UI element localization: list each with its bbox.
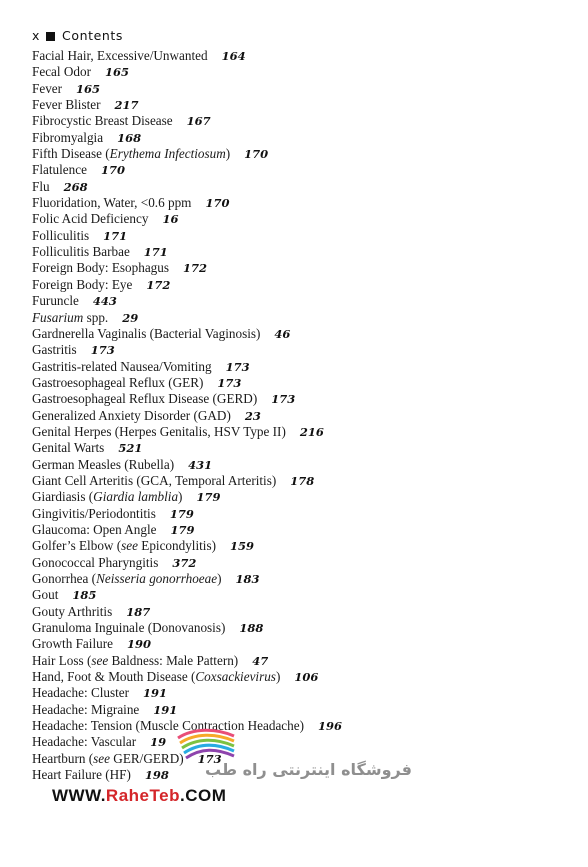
toc-entry: [32, 260, 572, 276]
toc-entry-title-text: Granuloma Inguinale (Donovanosis): [32, 620, 226, 636]
toc-entry-title-text: Fibrocystic Breast Disease: [32, 113, 173, 129]
toc-entry: [32, 457, 572, 473]
toc-entry-title: [32, 244, 130, 259]
toc-entry: [32, 604, 572, 620]
toc-entry-title-text: Gonococcal Pharyngitis: [32, 554, 159, 570]
toc-entry-page-number: 173: [197, 751, 222, 766]
toc-entry: [32, 685, 572, 701]
toc-entry-page-number: 268: [63, 179, 88, 194]
toc-entry-page-number: 179: [170, 522, 195, 537]
toc-entry-title: [32, 473, 276, 488]
toc-entry-title-text: Gastroesophageal Reflux Disease (GERD): [32, 391, 258, 407]
toc-entry: [32, 81, 572, 97]
toc-entry-title-text: Giant Cell Arteritis (GCA, Temporal Arteritis): [32, 472, 277, 488]
toc-entry-title: [32, 440, 104, 455]
toc-entry: [32, 702, 572, 718]
toc-entry-title-text: German Measles (Rubella): [32, 456, 175, 472]
toc-entry-title: [32, 538, 216, 553]
toc-entry-title: [32, 587, 58, 602]
toc-entry-title-text: Generalized Anxiety Disorder (GAD): [32, 407, 231, 423]
toc-entry-title: [32, 146, 230, 161]
toc-entry-page-number: 29: [122, 310, 139, 325]
toc-entry-title-italic: see: [121, 538, 138, 554]
toc-entry-page-number: 178: [290, 473, 315, 488]
toc-entry-title-text: Fecal Odor: [32, 64, 91, 80]
toc-entry-title: [32, 408, 231, 423]
toc-entry-title: [32, 228, 89, 243]
square-bullet-icon: [46, 32, 55, 41]
toc-entry: [32, 130, 572, 146]
toc-entry: [32, 620, 572, 636]
toc-entry-page-number: 198: [144, 768, 169, 783]
toc-entry-page-number: 19: [150, 735, 167, 750]
toc-entry: [32, 587, 572, 603]
toc-entry-title-text: Headache: Cluster: [32, 685, 130, 701]
toc-entry-title-text: Flu: [32, 178, 50, 194]
toc-entry-page-number: 171: [103, 228, 128, 243]
toc-entry-page-number: 179: [196, 490, 221, 505]
toc-entry-title: [32, 130, 103, 145]
toc-entry-page-number: 173: [225, 359, 250, 374]
toc-entry-title: [32, 310, 108, 325]
toc-entry: [32, 48, 572, 64]
toc-entry-title-text: Gastritis-related Nausea/Vomiting: [32, 358, 212, 374]
toc-entry-page-number: 191: [153, 702, 178, 717]
toc-entry-title-text: Headache: Tension (Muscle Contraction Headache): [32, 718, 304, 734]
toc-entry-page-number: 172: [183, 261, 208, 276]
toc-entry: [32, 555, 572, 571]
toc-entry-page-number: 185: [72, 588, 97, 603]
toc-entry-page-number: 179: [169, 506, 194, 521]
toc-entry-page-number: 159: [230, 539, 255, 554]
toc-entry-title-text: Heart Failure (HF): [32, 767, 131, 783]
toc-entry: [32, 310, 572, 326]
toc-entry-title-text: Genital Herpes (Herpes Genitalis, HSV Type II): [32, 423, 286, 439]
toc-entry: [32, 195, 572, 211]
toc-entry: [32, 97, 572, 113]
toc-entry: [32, 359, 572, 375]
watermark-url-brand: RaheTeb: [105, 786, 180, 805]
toc-entry-title: [32, 457, 174, 472]
toc-entry-page-number: 170: [244, 147, 269, 162]
toc-entry: [32, 391, 572, 407]
toc-entry-page-number: 165: [76, 81, 101, 96]
toc-entry-title: [32, 162, 87, 177]
toc-entry-title-text: Fever: [32, 80, 63, 96]
toc-entry-title-text: Gonorrhea (: [32, 571, 97, 586]
toc-entry-title-italic: Fusarium: [32, 309, 84, 325]
toc-entry: [32, 277, 572, 293]
toc-entry-title-text: Fluoridation, Water, <0.6 ppm: [32, 195, 192, 211]
toc-entry-page-number: 47: [252, 653, 269, 668]
toc-entry-title-text: Epicondylitis): [137, 538, 216, 554]
toc-entry-page-number: 171: [143, 245, 168, 260]
toc-entry-title: [32, 293, 79, 308]
toc-entry: [32, 506, 572, 522]
toc-entry: [32, 244, 572, 260]
toc-entry-title: [32, 555, 158, 570]
toc-entry-page-number: 173: [217, 375, 242, 390]
toc-entry: [32, 162, 572, 178]
toc-entry-title: [32, 195, 191, 210]
toc-entry-title-text: ): [217, 571, 222, 586]
toc-entry: [32, 228, 572, 244]
running-header: [32, 26, 572, 46]
watermark-url: [52, 786, 226, 806]
toc-entry-title-text: Hand, Foot & Mouth Disease (: [32, 669, 196, 685]
toc-entry-title-text: GER/GERD): [110, 750, 184, 766]
toc-entry-title-text: Fifth Disease (: [32, 146, 110, 162]
toc-entry-title: [32, 391, 257, 406]
toc-entry: [32, 636, 572, 652]
toc-entry-title-italic: Giardia lamblia: [93, 489, 179, 505]
toc-entry-title-text: Flatulence: [32, 162, 87, 178]
toc-entry-title-text: Golfer’s Elbow (: [32, 538, 122, 554]
toc-entry-title: [32, 179, 50, 194]
toc-entry-title-text: Furuncle: [32, 293, 79, 309]
toc-entry: [32, 522, 572, 538]
toc-entry-title-text: ): [275, 669, 281, 685]
toc-entry-title: [32, 64, 91, 79]
toc-entry-title: [32, 522, 157, 537]
toc-page: [32, 26, 572, 783]
toc-entry-title: [32, 685, 129, 700]
toc-entry-title-text: Foreign Body: Esophagus: [32, 260, 170, 276]
toc-entry: [32, 669, 572, 685]
toc-entry-title-text: Foreign Body: Eye: [32, 276, 133, 292]
toc-entry-title-text: Baldness: Male Pattern): [108, 652, 239, 668]
toc-entry-title: [32, 97, 101, 112]
toc-entry-page-number: 183: [235, 572, 260, 586]
toc-entry-page-number: 164: [221, 49, 246, 63]
toc-entry-page-number: 188: [239, 621, 264, 636]
toc-entry-page-number: 173: [271, 392, 296, 407]
toc-entry-title: [32, 375, 203, 390]
toc-entry-title-text: Genital Warts: [32, 440, 105, 456]
page-number-roman: x: [32, 28, 40, 43]
toc-entry-title-italic: see: [93, 750, 110, 766]
toc-entry-list: [32, 48, 572, 783]
toc-entry-title: [32, 326, 260, 341]
toc-entry-page-number: 23: [244, 408, 261, 423]
watermark-url-suffix: .COM: [179, 786, 227, 805]
toc-entry-page-number: 187: [126, 604, 151, 619]
toc-entry: [32, 375, 572, 391]
toc-entry-title-italic: Erythema Infectiosum: [109, 146, 226, 162]
toc-entry-title-text: Gout: [32, 587, 59, 603]
toc-entry: [32, 473, 572, 489]
toc-entry-title-text: Folic Acid Deficiency: [32, 211, 149, 227]
toc-entry-title: [32, 48, 208, 63]
toc-entry-title-text: Hair Loss (: [32, 652, 92, 668]
toc-entry-title-italic: see: [91, 652, 109, 668]
toc-entry-page-number: 170: [205, 196, 230, 211]
toc-entry-page-number: 167: [186, 114, 211, 129]
toc-entry: [32, 408, 572, 424]
toc-entry-title-text: spp.: [83, 309, 109, 325]
toc-entry-page-number: 172: [146, 277, 171, 292]
toc-entry-page-number: 443: [92, 294, 117, 309]
toc-entry-title: [32, 489, 182, 504]
toc-entry-title: [32, 653, 238, 668]
toc-entry-page-number: 431: [188, 457, 213, 472]
toc-entry-title-text: ): [225, 146, 231, 162]
toc-entry-title-text: Growth Failure: [32, 636, 113, 652]
toc-entry-page-number: 217: [114, 98, 139, 113]
toc-entry-page-number: 190: [126, 637, 151, 652]
toc-entry: [32, 424, 572, 440]
toc-entry-page-number: 46: [274, 326, 291, 341]
toc-entry: [32, 440, 572, 456]
toc-entry-title: [32, 81, 62, 96]
toc-entry-page-number: 216: [299, 424, 324, 439]
toc-entry: [32, 571, 572, 587]
toc-entry-title: [32, 113, 173, 128]
toc-entry-page-number: 170: [100, 163, 125, 178]
toc-entry-title: [32, 702, 139, 717]
toc-entry-title-text: Glaucoma: Open Angle: [32, 521, 157, 537]
toc-entry: [32, 342, 572, 358]
toc-entry-title-text: Fibromyalgia: [32, 129, 104, 145]
toc-entry-title-text: Gingivitis/Periodontitis: [32, 505, 156, 521]
toc-entry-title-text: Headache: Vascular: [32, 734, 137, 750]
toc-entry-title-text: Folliculitis: [32, 227, 90, 243]
toc-entry-title-text: Gouty Arthritis: [32, 603, 113, 619]
toc-entry-page-number: 191: [143, 686, 168, 701]
toc-entry: [32, 179, 572, 195]
toc-entry-title: [32, 620, 225, 635]
toc-entry-title-text: Heartburn (: [32, 750, 94, 766]
toc-entry-title: [32, 571, 222, 586]
toc-entry-title-text: Giardiasis (: [32, 489, 94, 505]
toc-entry-page-number: 165: [104, 65, 129, 80]
toc-entry-title: [32, 636, 113, 651]
toc-entry-title-text: Headache: Migraine: [32, 701, 140, 717]
toc-entry: [32, 653, 572, 669]
toc-entry-title-text: Gardnerella Vaginalis (Bacterial Vaginosis): [32, 325, 261, 341]
toc-entry-page-number: 372: [172, 555, 197, 570]
toc-entry-title-text: Folliculitis Barbae: [32, 244, 130, 260]
toc-entry: [32, 538, 572, 554]
toc-entry-title-italic: Neisseria gonorrhoeae: [96, 571, 218, 586]
toc-entry-page-number: 196: [318, 719, 343, 734]
toc-entry-page-number: 168: [117, 130, 142, 145]
toc-entry: [32, 146, 572, 162]
toc-entry: [32, 293, 572, 309]
toc-entry-title: [32, 260, 169, 275]
toc-entry-title-text: Fever Blister: [32, 97, 101, 113]
toc-entry: [32, 113, 572, 129]
toc-entry-page-number: 173: [90, 343, 115, 358]
toc-entry-page-number: 106: [294, 670, 319, 685]
toc-entry-title: [32, 506, 156, 521]
header-title: Contents: [62, 28, 124, 43]
toc-entry-title-italic: Coxsackievirus: [195, 669, 276, 685]
watermark-persian-text: فروشگاه اینترنتی راه طب: [205, 760, 412, 779]
toc-entry-title-text: ): [178, 489, 183, 505]
toc-entry: [32, 326, 572, 342]
toc-entry-title: [32, 424, 286, 439]
toc-entry: [32, 211, 572, 227]
toc-entry-title: [32, 669, 280, 684]
toc-entry-page-number: 521: [118, 441, 143, 456]
toc-entry: [32, 64, 572, 80]
toc-entry-title-text: Gastroesophageal Reflux (GER): [32, 374, 204, 390]
toc-entry-page-number: 16: [162, 212, 179, 227]
toc-entry-title: [32, 277, 132, 292]
toc-entry-title-text: Gastritis: [32, 342, 77, 358]
toc-entry: [32, 489, 572, 505]
watermark-url-prefix: WWW.: [52, 786, 106, 805]
toc-entry-title: [32, 359, 212, 374]
toc-entry-title: [32, 342, 77, 357]
toc-entry-title: [32, 604, 112, 619]
toc-entry-title-text: Facial Hair, Excessive/Unwanted: [32, 48, 208, 63]
toc-entry-title: [32, 211, 148, 226]
